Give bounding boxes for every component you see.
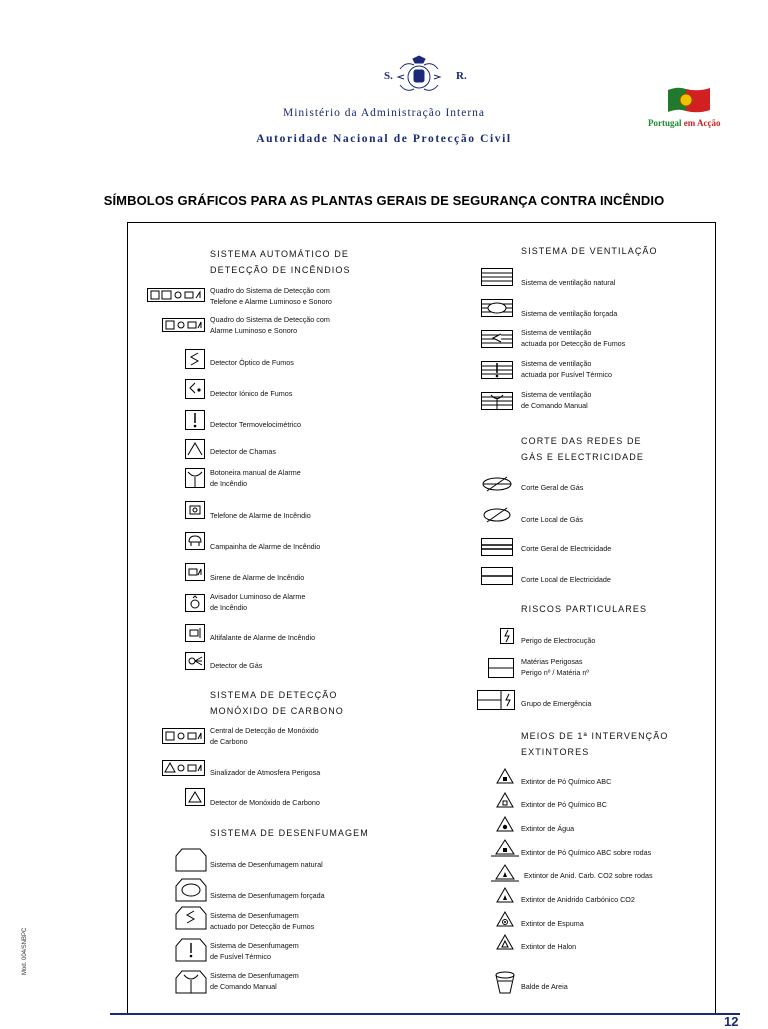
label-line: Sistema de Desenfumagem natural bbox=[210, 860, 323, 869]
wheeled-abc-extinguisher-icon bbox=[490, 839, 520, 857]
page-number: 12 bbox=[724, 1014, 739, 1029]
hazardous-materials-icon bbox=[488, 658, 514, 678]
general-gas-cutoff-icon bbox=[481, 474, 513, 494]
label-line: Sistema de Desenfumagem bbox=[210, 941, 299, 950]
co-detector-icon bbox=[185, 788, 205, 806]
heading-line: SISTEMA DE DETECÇÃO bbox=[210, 690, 338, 700]
page-title: SÍMBOLOS GRÁFICOS PARA AS PLANTAS GERAIS DE SEGURANÇA CONTRA INCÊNDIO bbox=[103, 193, 665, 208]
label-line: Extintor de Pó Químico BC bbox=[521, 800, 607, 809]
authority-name: Autoridade Nacional de Protecção Civil bbox=[256, 133, 512, 145]
label-line: Detector Iónico de Fumos bbox=[210, 389, 293, 398]
label-line: Matérias Perigosas bbox=[521, 657, 583, 666]
list-item bbox=[210, 940, 299, 962]
list-item bbox=[521, 847, 651, 858]
label-line: de Incêndio bbox=[210, 479, 248, 488]
label-line: Grupo de Emergência bbox=[521, 699, 592, 708]
gas-detector-icon bbox=[185, 652, 205, 670]
list-item bbox=[210, 285, 332, 307]
hazard-signal-symbol bbox=[162, 760, 205, 776]
section-heading-extinguishers bbox=[521, 728, 669, 760]
list-item bbox=[210, 632, 315, 643]
label-line: Altifalante de Alarme de Incêndio bbox=[210, 633, 316, 642]
label-line: Detector de Monóxido de Carbono bbox=[210, 798, 320, 807]
label-line: Perigo nº / Matéria nº bbox=[521, 668, 589, 677]
list-item bbox=[521, 776, 611, 787]
section-heading-auto-detection bbox=[210, 246, 351, 278]
label-line: Avisador Luminoso de Alarme bbox=[210, 592, 306, 601]
label-line: Sinalizador de Atmosfera Perigosa bbox=[210, 768, 321, 777]
general-electric-cutoff-icon bbox=[481, 538, 513, 556]
label-line: actuada por Detecção de Fumos bbox=[521, 339, 626, 348]
section-heading-co-detection bbox=[210, 687, 344, 719]
natural-smoke-extraction-icon bbox=[175, 848, 207, 872]
list-item bbox=[521, 656, 589, 678]
label-line: Quadro do Sistema de Detecção com bbox=[210, 315, 330, 324]
list-item bbox=[210, 314, 330, 336]
list-item bbox=[210, 890, 325, 901]
label-line: de Comando Manual bbox=[210, 982, 277, 991]
label-line: de Carbono bbox=[210, 737, 248, 746]
heading-line: SISTEMA AUTOMÁTICO DE bbox=[210, 249, 349, 259]
list-item bbox=[210, 859, 323, 870]
heading-line: EXTINTORES bbox=[521, 747, 590, 757]
local-gas-cutoff-icon bbox=[481, 505, 513, 525]
list-item bbox=[210, 510, 311, 521]
label-line: Balde de Areia bbox=[521, 982, 568, 991]
heading-line: SISTEMA DE DESENFUMAGEM bbox=[210, 828, 369, 838]
list-item bbox=[210, 541, 320, 552]
list-item bbox=[521, 389, 591, 411]
label-line: Extintor de Halon bbox=[521, 942, 577, 951]
label-line: Alarme Luminoso e Sonoro bbox=[210, 326, 298, 335]
list-item bbox=[521, 894, 635, 905]
forced-smoke-extraction-icon bbox=[175, 878, 207, 902]
list-item bbox=[210, 970, 299, 992]
smoke-ventilation-icon bbox=[481, 330, 513, 348]
co-central-symbol bbox=[162, 728, 205, 744]
foam-extinguisher-icon bbox=[496, 911, 514, 927]
slogan-part-2: em Acção bbox=[683, 118, 721, 128]
list-item bbox=[524, 870, 653, 881]
label-line: Sistema de ventilação bbox=[521, 390, 592, 399]
label-line: Quadro do Sistema de Detecção com bbox=[210, 286, 330, 295]
label-line: Botoneira manual de Alarme bbox=[210, 468, 301, 477]
list-item bbox=[210, 357, 294, 368]
label-line: de Fusível Térmico bbox=[210, 952, 271, 961]
label-line: Campainha de Alarme de Incêndio bbox=[210, 542, 321, 551]
smoke-triggered-extraction-icon bbox=[175, 906, 207, 930]
list-item bbox=[210, 572, 304, 583]
ionic-smoke-detector-icon bbox=[185, 379, 205, 399]
label-line: Sistema de ventilação natural bbox=[521, 278, 616, 287]
halon-extinguisher-icon bbox=[496, 934, 514, 950]
label-line: Telefone e Alarme Luminoso e Sonoro bbox=[210, 297, 332, 306]
section-heading-smoke-extraction bbox=[210, 825, 369, 841]
fusible-link-extraction-icon bbox=[175, 938, 207, 962]
alarm-phone-icon bbox=[185, 501, 205, 519]
list-item bbox=[210, 767, 320, 778]
wheeled-co2-extinguisher-icon bbox=[490, 864, 520, 882]
co2-extinguisher-icon bbox=[496, 887, 514, 903]
ministry-name: Ministério da Administração Interna bbox=[282, 107, 486, 119]
label-line: Sistema de ventilação forçada bbox=[521, 309, 618, 318]
flame-detector-icon bbox=[185, 439, 205, 459]
heading-line: GÁS E ELECTRICIDADE bbox=[521, 452, 644, 462]
label-line: Central de Detecção de Monóxido bbox=[210, 726, 319, 735]
list-item bbox=[521, 277, 615, 288]
list-item bbox=[210, 388, 292, 399]
list-item bbox=[521, 543, 611, 554]
label-line: Extintor de Anidrido Carbónico CO2 bbox=[521, 895, 635, 904]
list-item bbox=[210, 910, 314, 932]
coat-of-arms-icon bbox=[396, 55, 442, 97]
list-item bbox=[210, 419, 301, 430]
heading-line: CORTE DAS REDES DE bbox=[521, 436, 642, 446]
label-line: Corte Local de Gás bbox=[521, 515, 583, 524]
local-electric-cutoff-icon bbox=[481, 567, 513, 585]
list-item bbox=[210, 591, 305, 613]
label-line: Extintor de Pó Químico ABC sobre rodas bbox=[521, 848, 652, 857]
siren-icon bbox=[185, 563, 205, 581]
label-line: Sistema de ventilação bbox=[521, 359, 592, 368]
loudspeaker-icon bbox=[185, 624, 205, 642]
label-line: Extintor de Anid. Carb. CO2 sobre rodas bbox=[524, 871, 653, 880]
list-item bbox=[210, 660, 262, 671]
label-line: Corte Geral de Electricidade bbox=[521, 544, 612, 553]
alarm-bell-icon bbox=[185, 532, 205, 550]
list-item bbox=[521, 941, 576, 952]
list-item bbox=[521, 918, 584, 929]
light-alarm-icon bbox=[185, 594, 205, 612]
list-item bbox=[521, 358, 612, 380]
list-item bbox=[521, 799, 607, 810]
label-line: Perigo de Electrocução bbox=[521, 636, 596, 645]
label-line: Sistema de Desenfumagem bbox=[210, 971, 299, 980]
section-heading-risks bbox=[521, 601, 647, 617]
label-line: Extintor de Espuma bbox=[521, 919, 584, 928]
slogan-part-1: Portugal bbox=[648, 118, 682, 128]
list-item bbox=[521, 514, 583, 525]
list-item bbox=[521, 698, 591, 709]
fusible-ventilation-icon bbox=[481, 361, 513, 379]
list-item bbox=[521, 981, 568, 992]
list-item bbox=[521, 635, 595, 646]
list-item bbox=[521, 327, 625, 349]
natural-ventilation-icon bbox=[481, 268, 513, 286]
list-item bbox=[521, 574, 611, 585]
manual-ventilation-icon bbox=[481, 392, 513, 410]
label-line: Corte Geral de Gás bbox=[521, 483, 584, 492]
label-line: Extintor de Pó Químico ABC bbox=[521, 777, 612, 786]
section-heading-cutoff bbox=[521, 433, 644, 465]
list-item bbox=[521, 308, 617, 319]
panel-symbol bbox=[162, 318, 205, 332]
bc-powder-extinguisher-icon bbox=[496, 792, 514, 808]
label-line: Corte Local de Electricidade bbox=[521, 575, 611, 584]
label-line: actuada por Fusível Térmico bbox=[521, 370, 612, 379]
heading-line: MEIOS DE 1ª INTERVENÇÃO bbox=[521, 731, 669, 741]
label-line: de Comando Manual bbox=[521, 401, 588, 410]
abc-powder-extinguisher-icon bbox=[496, 768, 514, 784]
manual-call-point-icon bbox=[185, 468, 205, 488]
list-item bbox=[210, 467, 301, 489]
electrocution-hazard-icon bbox=[500, 628, 514, 644]
list-item bbox=[210, 725, 319, 747]
heat-detector-icon bbox=[185, 410, 205, 430]
label-line: Detector Termovelocimétrico bbox=[210, 420, 301, 429]
footer-divider bbox=[110, 1013, 740, 1015]
heading-line: MONÓXIDO DE CARBONO bbox=[210, 706, 344, 716]
optical-smoke-detector-icon bbox=[185, 349, 205, 369]
water-extinguisher-icon bbox=[496, 816, 514, 832]
label-line: de Incêndio bbox=[210, 603, 248, 612]
manual-extraction-icon bbox=[175, 970, 207, 994]
label-line: Extintor de Água bbox=[521, 824, 575, 833]
section-heading-ventilation bbox=[521, 243, 658, 259]
label-line: Telefone de Alarme de Incêndio bbox=[210, 511, 311, 520]
heading-line: DETECÇÃO DE INCÊNDIOS bbox=[210, 265, 351, 275]
list-item bbox=[210, 797, 320, 808]
form-code: Mod. 004/SNBPC bbox=[22, 927, 28, 975]
label-line: Detector Óptico de Fumos bbox=[210, 358, 294, 367]
heading-line: SISTEMA DE VENTILAÇÃO bbox=[521, 246, 658, 256]
list-item bbox=[521, 823, 574, 834]
label-line: Sistema de Desenfumagem bbox=[210, 911, 299, 920]
forced-ventilation-icon bbox=[481, 299, 513, 317]
label-line: Sistema de Desenfumagem forçada bbox=[210, 891, 325, 900]
list-item bbox=[210, 446, 276, 457]
sand-bucket-icon bbox=[494, 970, 516, 996]
s-letter: S. bbox=[384, 70, 393, 82]
label-line: Detector de Chamas bbox=[210, 447, 276, 456]
list-item bbox=[521, 482, 583, 493]
portugal-flag-logo bbox=[666, 86, 712, 114]
label-line: actuado por Detecção de Fumos bbox=[210, 922, 315, 931]
panel-phone-symbol bbox=[147, 288, 205, 302]
heading-line: RISCOS PARTICULARES bbox=[521, 604, 648, 614]
r-letter: R. bbox=[456, 70, 467, 82]
label-line: Sirene de Alarme de Incêndio bbox=[210, 573, 305, 582]
label-line: Sistema de ventilação bbox=[521, 328, 592, 337]
portugal-slogan bbox=[648, 118, 720, 128]
label-line: Detector de Gás bbox=[210, 661, 263, 670]
emergency-group-icon bbox=[477, 690, 515, 710]
